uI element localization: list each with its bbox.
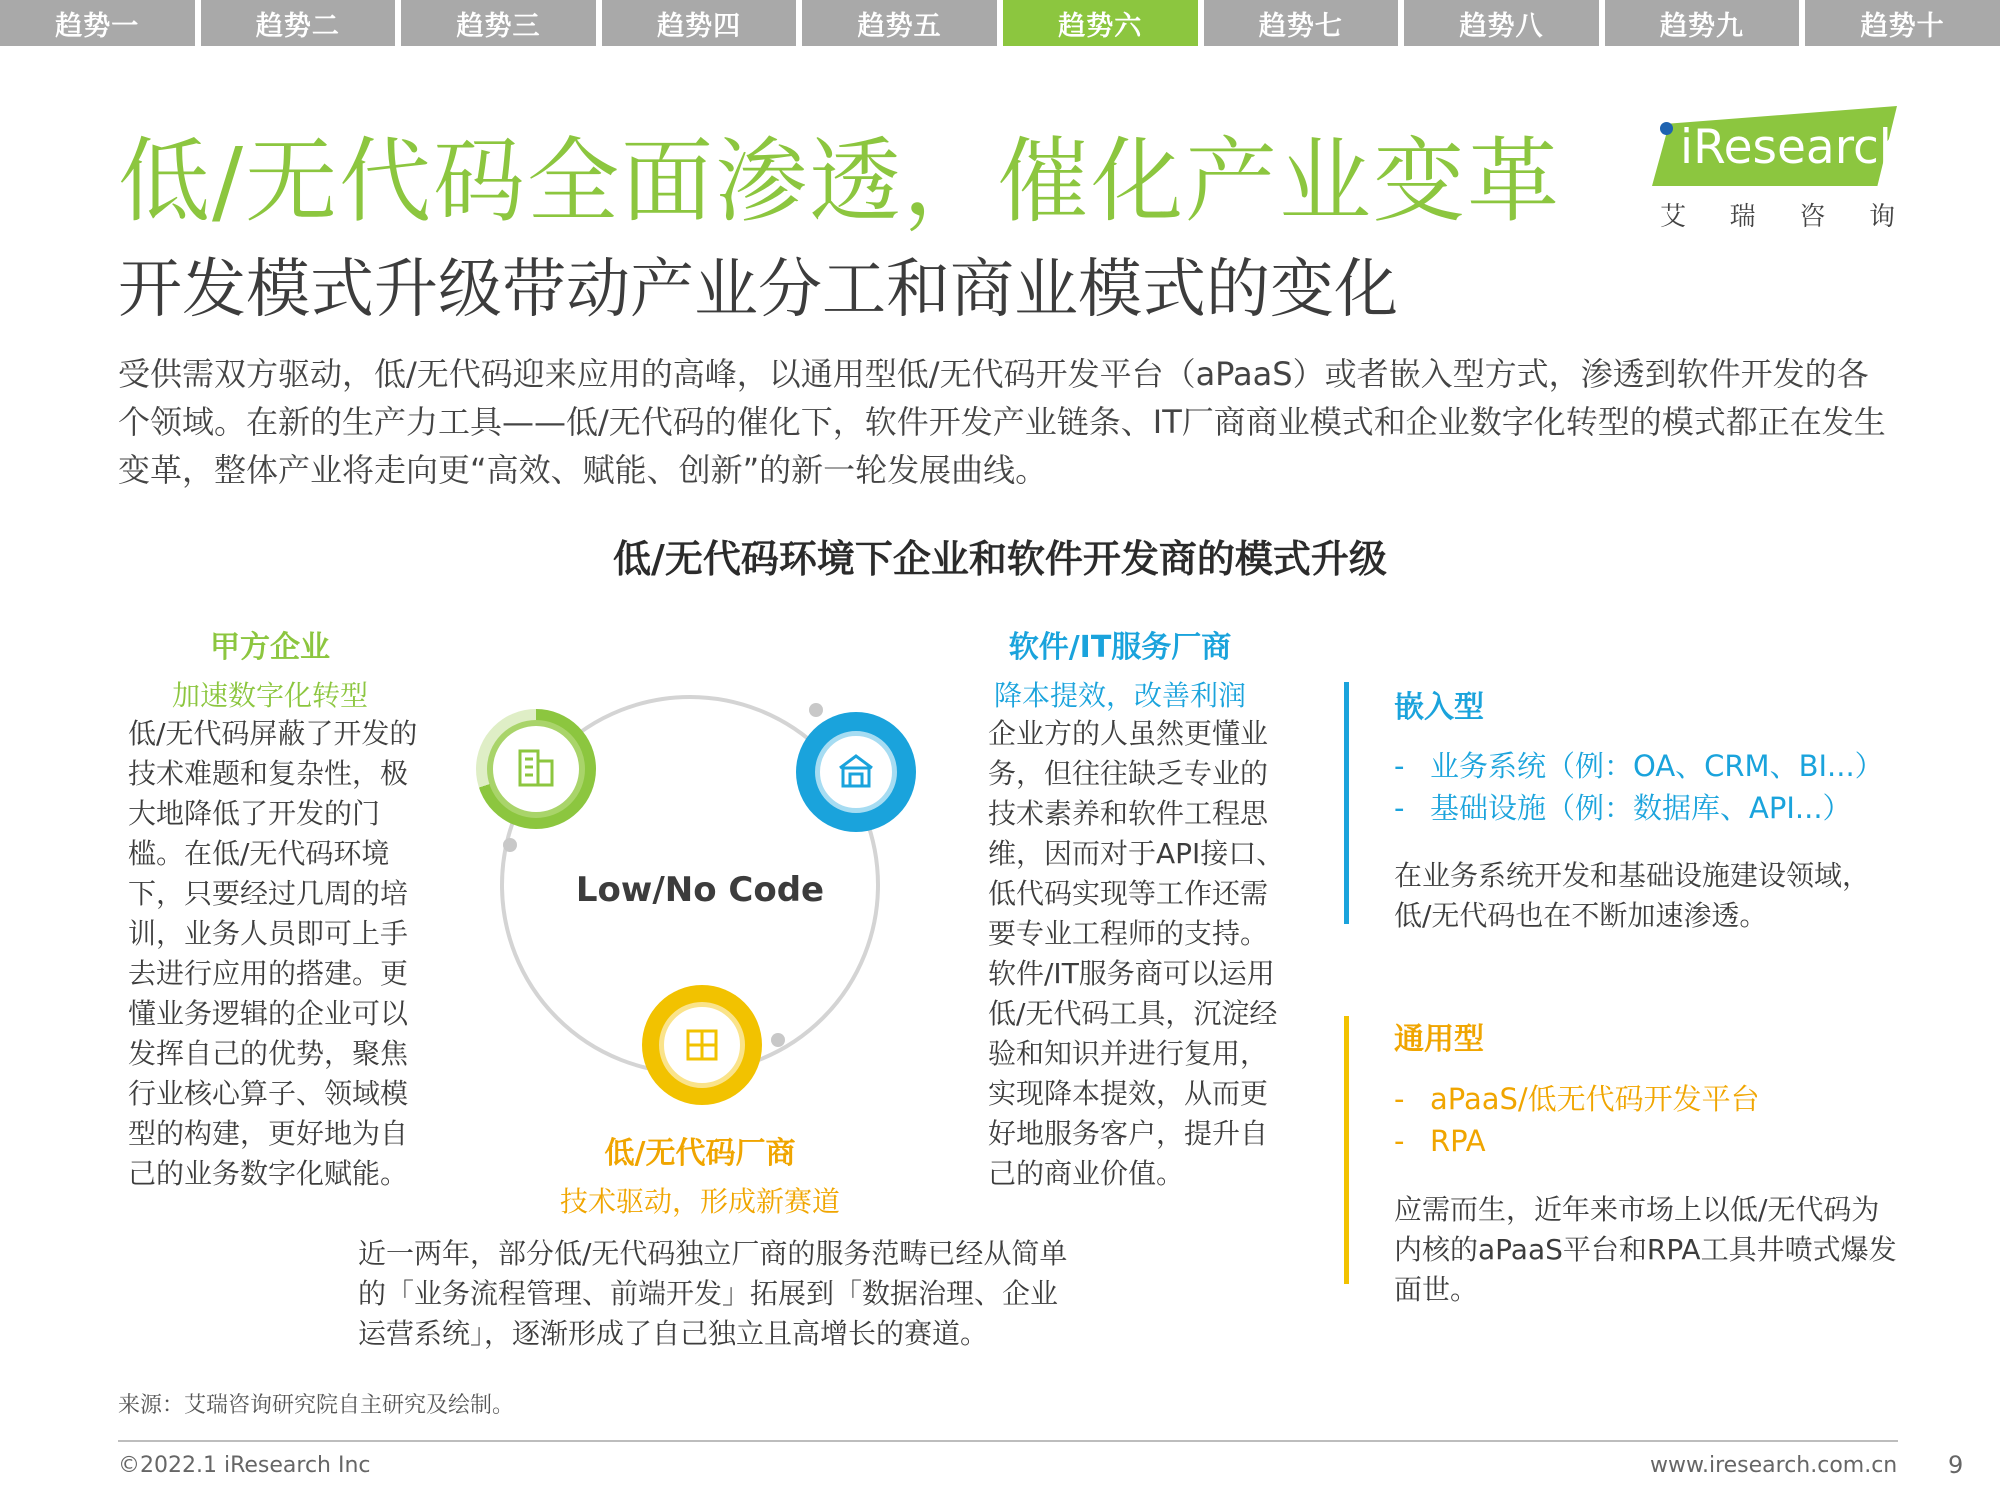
party-a-title: 甲方企业: [210, 630, 330, 665]
diagram-title: 低/无代码环境下企业和软件开发商的模式升级: [613, 537, 1387, 581]
party-a-badge: [476, 709, 596, 829]
logo-char: 咨: [1799, 202, 1826, 232]
source-note: 来源：艾瑞咨询研究院自主研究及绘制。: [118, 1393, 515, 1418]
low-no-code-label: Low/No Code: [575, 870, 825, 910]
party-a-subtitle: 加速数字化转型: [171, 679, 368, 712]
vendor-badge: [796, 712, 916, 832]
page-number: 9: [1948, 1451, 1964, 1479]
tab-trend-5[interactable]: 趋势五: [802, 0, 997, 46]
building-icon: [514, 745, 558, 793]
general-title: 通用型: [1394, 1022, 1484, 1057]
page-subtitle: 开发模式升级带动产业分工和商业模式的变化: [118, 253, 1398, 327]
list-item: - RPA: [1394, 1124, 1486, 1158]
lowcode-vendor-badge: [642, 985, 762, 1105]
lowcode-vendor-title: 低/无代码厂商: [604, 1136, 796, 1171]
lowcode-vendor-header: [550, 1128, 850, 1220]
footer-divider: [118, 1440, 1898, 1442]
tab-trend-1[interactable]: 趋势一: [0, 0, 195, 46]
vendor-text: 企业方的人虽然更懂业务，但往往缺乏专业的技术素养和软件工程思维，因而对于API接口、低代码实现等工作还需要专业工程师的支持。软件/IT服务商可以运用低/无代码工具，沉淀经验和知识并进行复用，实现降本提效，从而更好地服务客户，提升自己的商业价值。: [988, 717, 1285, 1190]
website-link[interactable]: www.iresearch.com.cn: [1650, 1453, 1898, 1478]
party-a-text: 低/无代码屏蔽了开发的技术难题和复杂性，极大地降低了开发的门槛。在低/无代码环境下，只要经过几周的培训，业务人员即可上手去进行应用的搭建。更懂业务逻辑的企业可以发挥自己的优势，聚焦行业核心算子、领域模型的构建，更好地为自己的业务数字化赋能。: [128, 717, 418, 1190]
tab-trend-10[interactable]: 趋势十: [1805, 0, 2000, 46]
embedded-title: 嵌入型: [1394, 690, 1484, 725]
tab-trend-6[interactable]: 趋势六: [1003, 0, 1198, 46]
copyright: ©2022.1 iResearch Inc: [118, 1453, 371, 1478]
general-text: 应需而生，近年来市场上以低/无代码为内核的aPaaS平台和RPA工具井喷式爆发面世。: [1394, 1193, 1897, 1306]
tab-trend-9[interactable]: 趋势九: [1605, 0, 1800, 46]
page-title: 低/无代码全面渗透，催化产业变革: [118, 128, 1561, 235]
logo-dot: [1660, 122, 1673, 135]
tab-trend-7[interactable]: 趋势七: [1204, 0, 1399, 46]
intro-paragraph: 受供需双方驱动，低/无代码迎来应用的高峰，以通用型低/无代码开发平台（aPaaS）或者嵌入型方式，渗透到软件开发的各个领域。在新的生产力工具——低/无代码的催化下，软件开发产业链条、IT厂商商业模式和企业数字化转型的模式都正在发生变革，整体产业将走向更“高效、赋能、创新”的新一轮发展曲线。: [118, 355, 1886, 489]
logo-char: 艾: [1660, 202, 1687, 232]
embedded-list: [1394, 745, 1884, 829]
vendor-title: 软件/IT服务厂商: [1008, 630, 1232, 665]
tab-trend-2[interactable]: 趋势二: [201, 0, 396, 46]
general-list: [1394, 1078, 1760, 1162]
tab-trend-8[interactable]: 趋势八: [1404, 0, 1599, 46]
list-item: - 基础设施（例：数据库、API...）: [1394, 791, 1852, 825]
general-accent-bar: [1344, 1016, 1349, 1284]
logo-wordmark: iResearch: [1680, 120, 1909, 175]
vendor-subtitle: 降本提效，改善利润: [993, 679, 1246, 712]
tab-trend-3[interactable]: 趋势三: [401, 0, 596, 46]
factory-icon: [834, 748, 878, 796]
ring-dot: [771, 1033, 785, 1047]
party-a-header: [150, 622, 390, 714]
embedded-accent-bar: [1344, 682, 1349, 924]
lowcode-vendor-note: 近一两年，部分低/无代码独立厂商的服务范畴已经从简单的「业务流程管理、前端开发」拓展到「数据治理、企业运营系统」，逐渐形成了自己独立且高增长的赛道。: [358, 1237, 1068, 1350]
logo-char: 瑞: [1729, 202, 1756, 232]
embedded-text: 在业务系统开发和基础设施建设领域，低/无代码也在不断加速渗透。: [1394, 859, 1871, 932]
office-icon: [680, 1021, 724, 1069]
ring-dot: [809, 703, 823, 717]
tab-trend-4[interactable]: 趋势四: [602, 0, 797, 46]
ring-dot: [503, 838, 517, 852]
logo-char: 询: [1868, 202, 1895, 232]
logo-chinese-name: [1660, 196, 1895, 233]
list-item: - 业务系统（例：OA、CRM、BI...）: [1394, 749, 1884, 783]
iresearch-logo: [1652, 106, 1909, 232]
list-item: - aPaaS/低无代码开发平台: [1394, 1082, 1760, 1116]
vendor-header: [980, 622, 1260, 714]
lowcode-vendor-subtitle: 技术驱动，形成新赛道: [559, 1185, 840, 1218]
trend-tab-bar: [0, 0, 2000, 46]
